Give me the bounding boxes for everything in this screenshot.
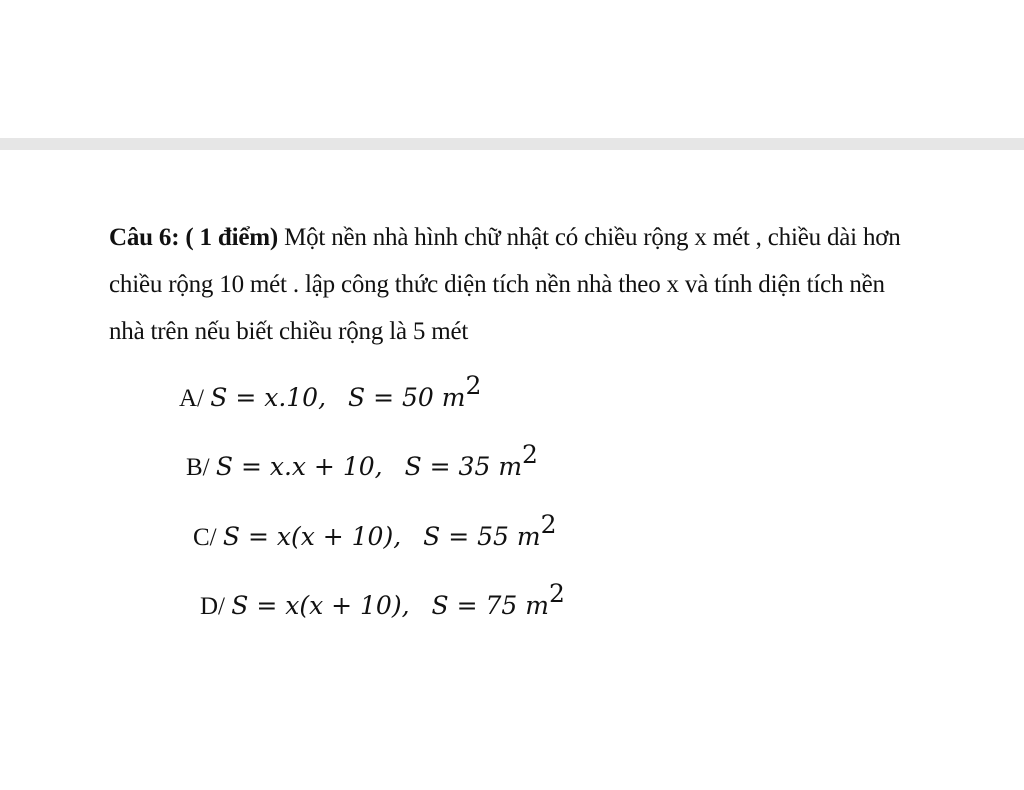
option-unit: m: [525, 591, 549, 620]
option-formula: S = x(x + 10),: [222, 522, 402, 551]
option-exponent: 2: [540, 510, 557, 539]
option-area: S = 50: [348, 383, 442, 412]
option-formula: S = x.10,: [210, 383, 327, 412]
option-a: [179, 371, 482, 415]
question-line-2: chiều rộng 10 mét . lập công thức diện tích nền nhà theo x và tính diện tích nền: [109, 271, 885, 298]
option-area: S = 75: [431, 591, 526, 620]
question-line-1: Câu 6: ( 1 điểm) Một nền nhà hình chữ nhật có chiều rộng x mét , chiều dài hơn: [109, 224, 901, 251]
question-line-3: nhà trên nếu biết chiều rộng là 5 mét: [109, 318, 469, 345]
option-formula: S = x(x + 10),: [231, 591, 410, 620]
question-text: [109, 214, 1019, 355]
option-unit: m: [498, 452, 523, 481]
option-area: S = 35: [404, 452, 499, 481]
option-prefix: B/: [186, 454, 210, 481]
option-formula: S = x.x + 10,: [215, 452, 383, 481]
option-prefix: C/: [193, 524, 217, 551]
question-label: Câu 6: ( 1 điểm): [109, 224, 279, 251]
option-unit: m: [516, 522, 541, 551]
option-exponent: 2: [522, 440, 538, 469]
top-gray-band: [0, 138, 1024, 150]
option-unit: m: [441, 383, 466, 412]
option-area: S = 55: [423, 522, 517, 551]
option-prefix: D/: [200, 593, 225, 620]
option-exponent: 2: [465, 371, 482, 400]
option-c: [193, 510, 557, 554]
option-exponent: 2: [548, 579, 565, 608]
option-b: [186, 440, 538, 484]
option-d: [200, 579, 565, 623]
option-prefix: A/: [179, 385, 204, 412]
